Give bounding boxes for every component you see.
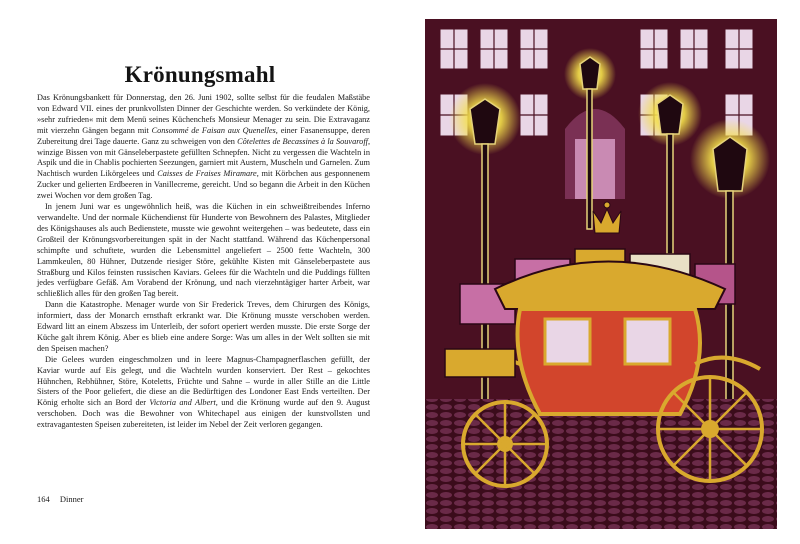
door-and-arch (565, 109, 625, 199)
paragraph: Das Krönungsbankett für Donnerstag, den 26. Juni 1902, sollte selbst für die feudalen Maßstäbe von Edward VII. eines der prunkvollsten Dinner der Geschichte werden. So verkündete der König, »sehr zufrieden« mit dem Menü seines Küchenchefs Monsieur Menager zu sein. Die Extravaganz mit vierzehn Gängen begann mit Consommé de Faisan aux Quenelles, einer Fasanensuppe, deren Zubereitung drei Tage dauerte. Ganz zu schweigen von den Côtelettes de Becassines à la Souvaroff, winzige Bissen von mit Gänseleberpastete gefüllten Schnepfen. Nicht zu vergessen die Wachteln in Aspik und die in Chablis pochierten Seezungen, garniert mit Austern, Muscheln und Garnelen. Zum Nachtisch wurden Likörgelees und Caisses de Fraises Miramare, mit Körbchen aus gesponnenem Zucker und gelierten Erdbeeren in Vanillecreme, gereicht. Und so begann die Arbeit in den Küchen zwei Wochen vor dem großen Tag. (37, 93, 371, 201)
page-title: Krönungsmahl (124, 62, 276, 87)
page-footer (37, 494, 91, 504)
right-page (400, 0, 800, 544)
page-number: 164 (37, 494, 50, 504)
coronation-carriage-illustration (425, 19, 777, 529)
italic-dish-name: Caisses de Fraises Miramare (157, 169, 257, 179)
paragraph: Die Gelees wurden eingeschmolzen und in leere Magnus-Champagnerflaschen gefüllt, der Kaviar wurde auf Eis gelegt, und die Wachteln wurden konserviert. Der Rest – gekochtes Hühnchen, Rebhühner, Störe, Koteletts, Früchte und Sahne – wurde in aller Stille an die Little Sisters of the Poor geliefert, die diese an die Bedürftigen des Londoner East Ends verteilten. Der König erholte sich an Bord der Victoria and Albert, und die Krönung wurde auf den 9. August verschoben. Doch was die Bewohner von Whitechapel aus einigen der kunstvollsten und extravagantesten Speisen zubereiteten, ist leider im Nebel der Zeit verloren gegangen. (37, 354, 371, 430)
article-body (37, 93, 370, 431)
paragraph: Dann die Katastrophe. Menager wurde von Sir Frederick Treves, dem Chirurgen des Königs, informiert, dass der Monarch ernsthaft erkrankt war. Die Krönung musste verschoben werden. Edward litt an einem Abszess im Unterleib, der sofort operiert werden musste. Die erste Sorge der Küche galt ihrem König. Aber es blieb eine andere Sorge: Was um alles in der Welt sollten sie mit den Speisen machen? (37, 300, 370, 353)
italic-dish-name: Consommé de Faisan aux Quenelles (151, 125, 276, 135)
italic-dish-name: Victoria and Albert (149, 398, 216, 408)
italic-dish-name: Côtelettes de Becassines à la Souvaroff (237, 136, 368, 146)
paragraph: In jenem Juni war es ungewöhnlich heiß, was die Küchen in ein schweißtreibendes Inferno verwandelte. Und der normale Küchendienst für Hunderte von Bewohnern des Palastes, Mitglieder des Königshauses als auch Bedienstete, musste wie gewohnt weitergehen – was bedeutete, dass ein Großteil der Krönungsvorbereitungen spät in der Nacht stattfand. Während das Küchenpersonal schimpfte und schuftete, wurden die Lebensmittel angeliefert – 2500 fette Wachteln, 300 Lammkeulen, 80 Hühner, Dutzende riesiger Störe, gekühlte Kisten mit Gänseleberpastete aus Straßburg und Kilos feinsten russischen Kaviars. Gelees für die Wachteln und die Puddings füllten jedes verfügbare Gefäß. Am Vorabend der Krönung, und nach vierzehntägiger harter Arbeit, war schließlich alles für den großen Tag bereit. (37, 202, 370, 299)
section-name: Dinner (59, 494, 84, 504)
